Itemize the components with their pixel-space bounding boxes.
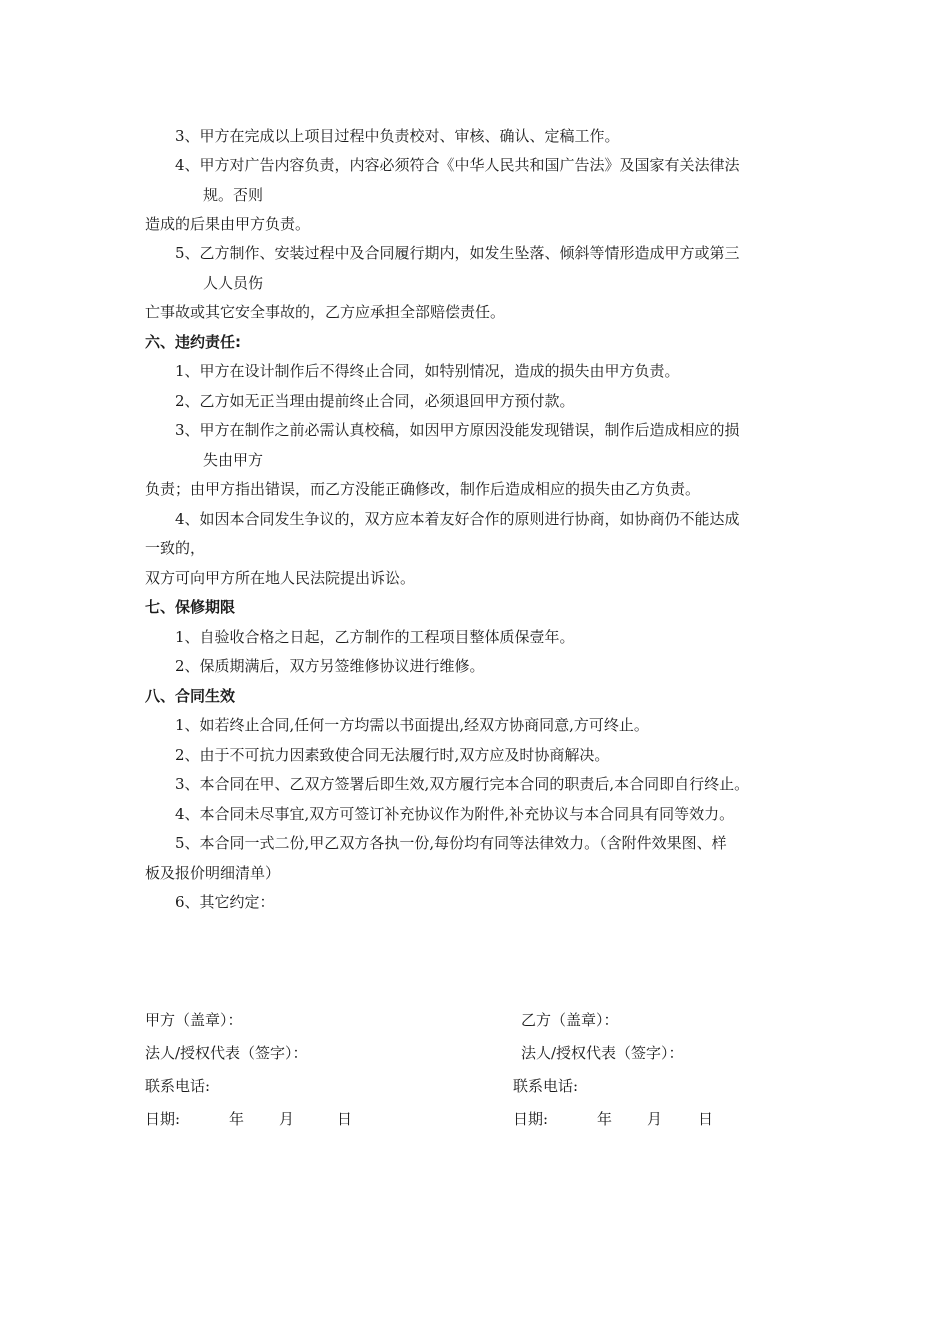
clause-item-4-line2: 规。否则 — [203, 186, 264, 204]
section-8-item-5-line2: 板及报价明细清单） — [145, 864, 281, 882]
party-b-representative-label: 法人/授权代表（签字）： — [521, 1044, 684, 1062]
clause-item-5-line1: 5、乙方制作、安装过程中及合同履行期内，如发生坠落、倾斜等情形造成甲方或第三 — [175, 244, 740, 262]
party-b-date-label: 日期: — [513, 1110, 549, 1128]
section-6-item-4-line2: 一致的， — [145, 539, 206, 557]
section-8-heading: 八、合同生效 — [145, 687, 236, 705]
clause-item-4-line1: 4、甲方对广告内容负责，内容必须符合《中华人民共和国广告法》及国家有关法律法 — [175, 156, 740, 174]
section-6-item-1: 1、甲方在设计制作后不得终止合同，如特别情况，造成的损失由甲方负责。 — [175, 362, 680, 380]
section-6-item-3-line2: 失由甲方 — [203, 451, 264, 469]
party-b-seal-label: 乙方（盖章）： — [521, 1011, 619, 1029]
section-8-item-1: 1、如若终止合同,任何一方均需以书面提出,经双方协商同意,方可终止。 — [175, 716, 649, 734]
party-b-date-month: 月 — [647, 1110, 663, 1128]
party-a-phone-label: 联系电话: — [145, 1077, 211, 1095]
section-6-heading: 六、违约责任: — [145, 333, 241, 351]
party-a-date-month: 月 — [279, 1110, 295, 1128]
party-a-date-year: 年 — [229, 1110, 245, 1128]
party-a-date-day: 日 — [337, 1110, 353, 1128]
section-6-item-2: 2、乙方如无正当理由提前终止合同，必须退回甲方预付款。 — [175, 392, 575, 410]
clause-item-5-line3: 亡事故或其它安全事故的，乙方应承担全部赔偿责任。 — [145, 303, 506, 321]
party-a-representative-label: 法人/授权代表（签字）： — [145, 1044, 308, 1062]
party-b-date-year: 年 — [597, 1110, 613, 1128]
clause-item-3: 3、甲方在完成以上项目过程中负责校对、审核、确认、定稿工作。 — [175, 127, 620, 145]
party-b-date-day: 日 — [698, 1110, 714, 1128]
section-8-item-3: 3、本合同在甲、乙双方签署后即生效,双方履行完本合同的职责后,本合同即自行终止。 — [175, 775, 750, 793]
section-8-item-4: 4、本合同未尽事宜,双方可签订补充协议作为附件,补充协议与本合同具有同等效力。 — [175, 805, 735, 823]
party-b-phone-label: 联系电话: — [513, 1077, 579, 1095]
section-7-item-1: 1、自验收合格之日起，乙方制作的工程项目整体质保壹年。 — [175, 628, 575, 646]
section-8-item-6: 6、其它约定： — [175, 893, 275, 911]
section-7-heading: 七、保修期限 — [145, 598, 236, 616]
party-a-seal-label: 甲方（盖章）： — [145, 1011, 243, 1029]
section-8-item-2: 2、由于不可抗力因素致使合同无法履行时,双方应及时协商解决。 — [175, 746, 610, 764]
party-a-date-label: 日期: — [145, 1110, 181, 1128]
section-8-item-5-line1: 5、本合同一式二份,甲乙双方各执一份,每份均有同等法律效力。（含附件效果图、样 — [175, 834, 727, 852]
clause-item-5-line2: 人人员伤 — [203, 274, 264, 292]
section-6-item-3-line1: 3、甲方在制作之前必需认真校稿，如因甲方原因没能发现错误，制作后造成相应的损 — [175, 421, 740, 439]
section-6-item-3-line3: 负责；由甲方指出错误，而乙方没能正确修改，制作后造成相应的损失由乙方负责。 — [145, 480, 701, 498]
section-6-item-4-line3: 双方可向甲方所在地人民法院提出诉讼。 — [145, 569, 416, 587]
clause-item-4-line3: 造成的后果由甲方负责。 — [145, 215, 311, 233]
section-6-item-4-line1: 4、如因本合同发生争议的，双方应本着友好合作的原则进行协商，如协商仍不能达成 — [175, 510, 740, 528]
section-7-item-2: 2、保质期满后，双方另签维修协议进行维修。 — [175, 657, 485, 675]
